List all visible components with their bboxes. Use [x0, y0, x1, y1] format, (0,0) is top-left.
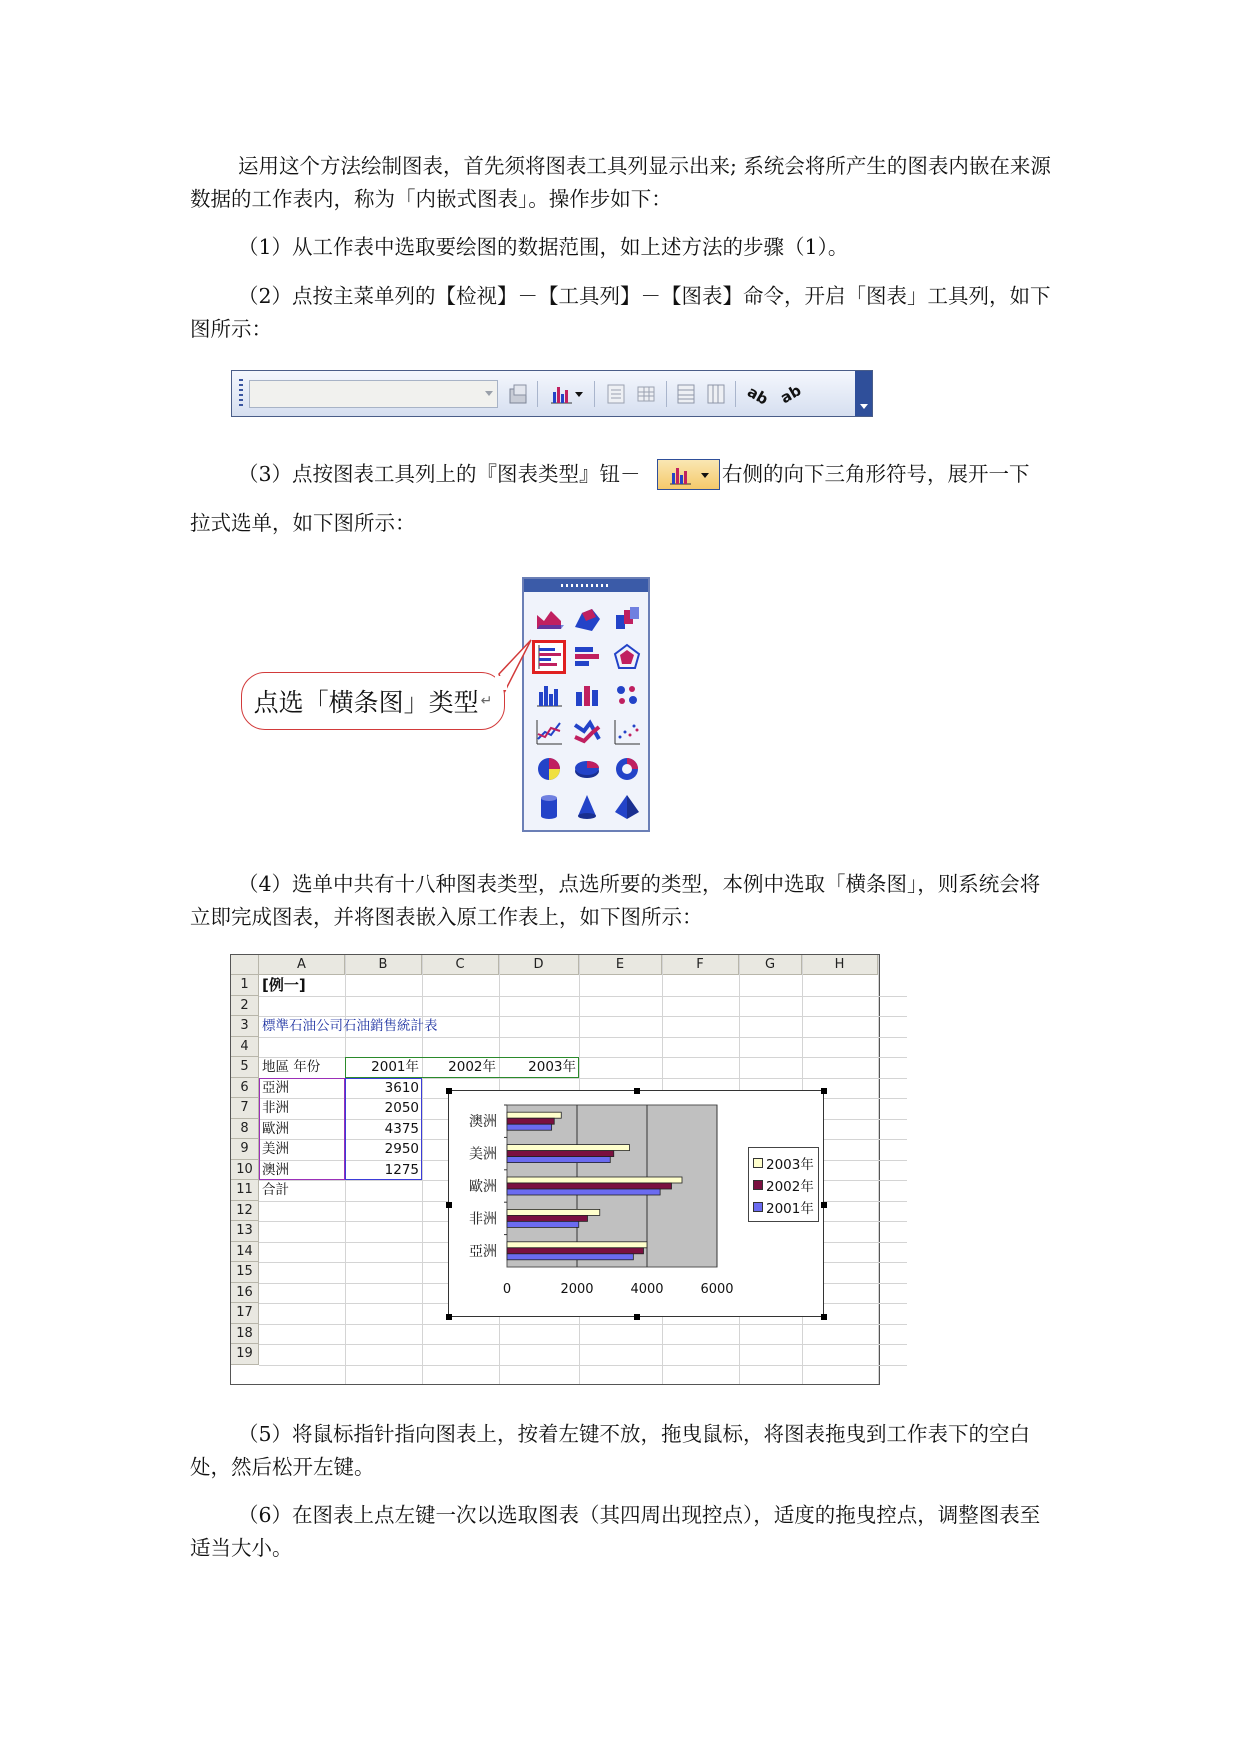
- chart-type-icon: [667, 464, 693, 486]
- cell-value-b7[interactable]: 2050: [384, 1100, 419, 1116]
- cell-region-2[interactable]: 非洲: [262, 1100, 289, 1116]
- x-tick-label: 6000: [700, 1282, 734, 1297]
- bar-2002年-美洲: [507, 1151, 614, 1157]
- resize-handle[interactable]: [446, 1314, 452, 1320]
- column-header-E[interactable]: E: [579, 955, 662, 975]
- bar-2003年-非洲: [507, 1209, 600, 1215]
- chart-objects-combo[interactable]: [249, 380, 498, 408]
- step-5-paragraph: （5）将鼠标指针指向图表上，按着左键不放，拖曳鼠标，将图表拖曳到工作表下的空白处，然后松开左键。: [190, 1422, 1031, 1479]
- bar-2002年-亞洲: [507, 1248, 644, 1254]
- bar-2003年-亞洲: [507, 1242, 647, 1248]
- row-header-15[interactable]: 15: [231, 1262, 259, 1283]
- by-row-icon[interactable]: [674, 381, 698, 407]
- row-header-8[interactable]: 8: [231, 1119, 259, 1140]
- chart-type-palette: [522, 577, 650, 832]
- row-header-9[interactable]: 9: [231, 1139, 259, 1160]
- chart-type-icon: [548, 383, 574, 405]
- select-all-corner[interactable]: [231, 955, 259, 975]
- 3d-column-stack-icon[interactable]: [610, 603, 644, 637]
- step-2-paragraph: （2）点按主菜单列的【检视】－【工具列】－【图表】命令，开启「图表」工具列，如下图所示：: [190, 284, 1051, 341]
- cell-year-2003年[interactable]: 2003年: [528, 1059, 576, 1075]
- bar-2002年-歐洲: [507, 1183, 672, 1189]
- step-1-paragraph: （1）从工作表中选取要绘图的数据范围，如上述方法的步骤（1）。: [238, 235, 849, 259]
- row-header-11[interactable]: 11: [231, 1180, 259, 1201]
- row-header-14[interactable]: 14: [231, 1242, 259, 1263]
- row-header-18[interactable]: 18: [231, 1324, 259, 1345]
- 3d-surface-icon[interactable]: [570, 603, 604, 637]
- cylinder-icon[interactable]: [532, 790, 566, 824]
- row-header-3[interactable]: 3: [231, 1016, 259, 1037]
- step-6-paragraph: （6）在图表上点左键一次以选取图表（其四周出现控点），适度的拖曳控点，调整图表至适当大小。: [190, 1503, 1041, 1560]
- chevron-down-icon: [574, 390, 584, 398]
- y-category-label: 非洲: [469, 1211, 497, 1228]
- spreadsheet: [230, 954, 880, 1385]
- step-3-paragraph-line2: 拉式选单，如下图所示：: [190, 511, 416, 535]
- format-chart-area-icon[interactable]: [506, 381, 532, 407]
- bar-2001年-澳洲: [507, 1124, 552, 1130]
- cell-region-5[interactable]: 澳洲: [262, 1161, 289, 1178]
- toolbar-grip[interactable]: [239, 379, 243, 409]
- svg-text:ab: ab: [777, 381, 805, 408]
- legend-entry: [753, 1153, 814, 1173]
- by-column-icon[interactable]: [704, 381, 728, 407]
- cell-value-b9[interactable]: 2950: [384, 1141, 419, 1157]
- legend-label: 2003年: [766, 1157, 814, 1173]
- row-header-1[interactable]: 1: [231, 975, 259, 996]
- column-header-G[interactable]: G: [739, 955, 802, 975]
- values-range-highlight: [345, 1078, 422, 1181]
- x-tick-label: 4000: [630, 1282, 664, 1297]
- palette-title-bar[interactable]: [524, 579, 648, 592]
- pie-chart-icon[interactable]: [532, 752, 566, 786]
- resize-handle[interactable]: [634, 1314, 640, 1320]
- column-header-A[interactable]: A: [259, 955, 345, 975]
- legend-swatch: [753, 1158, 763, 1168]
- chart-legend[interactable]: [748, 1147, 819, 1222]
- cell-year-2002年[interactable]: 2002年: [448, 1059, 496, 1075]
- toolbar-options-button[interactable]: [855, 371, 872, 416]
- resize-handle[interactable]: [821, 1202, 827, 1208]
- row-header-2[interactable]: 2: [231, 996, 259, 1017]
- column-header-H[interactable]: H: [802, 955, 878, 975]
- y-category-label: 美洲: [469, 1146, 497, 1163]
- column-header-F[interactable]: F: [662, 955, 739, 975]
- bar-2002年-澳洲: [507, 1118, 554, 1124]
- embedded-bar-chart[interactable]: [448, 1090, 824, 1317]
- resize-handle[interactable]: [446, 1088, 452, 1094]
- cell-region-1[interactable]: 亞洲: [262, 1079, 289, 1096]
- column-chart-icon[interactable]: [532, 678, 566, 712]
- intro-paragraph: 运用这个方法绘制图表，首先须将图表工具列显示出来; 系统会将所产生的图表内嵌在来源数据的工作表内，称为「内嵌式图表」。操作步如下：: [190, 154, 1051, 211]
- column-header-D[interactable]: D: [499, 955, 579, 975]
- chart-type-inline-button: [657, 459, 720, 490]
- resize-handle[interactable]: [821, 1314, 827, 1320]
- chart-type-button[interactable]: [544, 381, 588, 407]
- doughnut-icon[interactable]: [610, 752, 644, 786]
- legend-label: 2002年: [766, 1179, 814, 1195]
- row-header-10[interactable]: 10: [231, 1160, 259, 1181]
- legend-swatch: [753, 1180, 763, 1190]
- angle-text-upward-icon[interactable]: [776, 381, 805, 408]
- source-range-highlight: [345, 1057, 579, 1078]
- resize-handle[interactable]: [634, 1088, 640, 1094]
- radar-icon[interactable]: [610, 640, 644, 674]
- bar-2003年-澳洲: [507, 1112, 561, 1118]
- legend-entry: [753, 1197, 814, 1217]
- step-4-paragraph: （4）选单中共有十八种图表类型，点选所要的类型，本例中选取「横条图」，则系统会将立即完成图表，并将图表嵌入原工作表上，如下图所示：: [190, 872, 1041, 929]
- bar-2003年-歐洲: [507, 1177, 682, 1183]
- row-header-5[interactable]: 5: [231, 1057, 259, 1078]
- bar-chart-icon[interactable]: [532, 640, 566, 674]
- bar-2001年-亞洲: [507, 1254, 633, 1260]
- bar-2003年-美洲: [507, 1145, 630, 1151]
- column-header-B[interactable]: B: [345, 955, 422, 975]
- cell-region-3[interactable]: 歐洲: [262, 1120, 289, 1137]
- 3d-bar-icon[interactable]: [570, 640, 604, 674]
- bubble-icon[interactable]: [610, 678, 644, 712]
- data-table-icon[interactable]: [634, 381, 658, 407]
- chart-toolbar: [231, 370, 873, 417]
- cell-region-4[interactable]: 美洲: [262, 1141, 289, 1157]
- bar-2001年-美洲: [507, 1157, 610, 1163]
- svg-text:ab: ab: [744, 382, 772, 409]
- angle-text-downward-icon[interactable]: [744, 381, 770, 407]
- row-header-12[interactable]: 12: [231, 1201, 259, 1222]
- return-mark: ↵: [480, 693, 493, 709]
- legend-icon[interactable]: [604, 381, 628, 407]
- labels-range-highlight: [259, 1078, 345, 1181]
- callout-text: 点选「横条图」类型: [253, 688, 479, 717]
- line-chart-icon[interactable]: [532, 715, 566, 749]
- row-header-4[interactable]: 4: [231, 1037, 259, 1058]
- cell-value-b6[interactable]: 3610: [384, 1079, 419, 1096]
- cell-value-b8[interactable]: 4375: [384, 1120, 419, 1137]
- column-header-C[interactable]: C: [422, 955, 499, 975]
- callout-pointer: [495, 636, 535, 696]
- y-category-label: 歐洲: [469, 1179, 497, 1195]
- legend-swatch: [753, 1202, 763, 1212]
- row-header-6[interactable]: 6: [231, 1078, 259, 1099]
- cell-a11-total[interactable]: 合計: [262, 1182, 289, 1198]
- cone-icon[interactable]: [570, 790, 604, 824]
- scatter-icon[interactable]: [610, 715, 644, 749]
- row-header-19[interactable]: 19: [231, 1344, 259, 1365]
- row-header-16[interactable]: 16: [231, 1283, 259, 1304]
- 3d-pie-icon[interactable]: [570, 752, 604, 786]
- pyramid-icon[interactable]: [610, 790, 644, 824]
- resize-handle[interactable]: [446, 1202, 452, 1208]
- x-tick-label: 2000: [560, 1282, 594, 1297]
- resize-handle[interactable]: [821, 1088, 827, 1094]
- chevron-down-icon[interactable]: [485, 391, 493, 396]
- step-3-paragraph: （3）点按图表工具列上的『图表类型』钮－: [238, 462, 641, 486]
- bar-2001年-歐洲: [507, 1189, 660, 1195]
- 3d-area-icon[interactable]: [532, 603, 566, 637]
- cell-value-b10[interactable]: 1275: [384, 1161, 419, 1178]
- row-header-7[interactable]: 7: [231, 1098, 259, 1119]
- callout-bubble: [241, 672, 505, 730]
- y-category-label: 澳洲: [469, 1114, 497, 1131]
- legend-label: 2001年: [766, 1201, 814, 1217]
- step-3-paragraph-cont: 右侧的向下三角形符号，展开一下: [722, 462, 1030, 486]
- bar-2002年-非洲: [507, 1215, 588, 1221]
- legend-entry: [753, 1175, 814, 1195]
- row-header-17[interactable]: 17: [231, 1303, 259, 1324]
- 3d-line-icon[interactable]: [570, 715, 604, 749]
- chevron-down-icon: [700, 471, 710, 479]
- y-category-label: 亞洲: [469, 1243, 497, 1260]
- row-header-13[interactable]: 13: [231, 1221, 259, 1242]
- cell-a1[interactable]: [例一]: [262, 976, 306, 994]
- cell-a3-title[interactable]: 標準石油公司石油銷售統計表: [262, 1018, 438, 1034]
- cell-a5-header[interactable]: 地區 年份: [262, 1059, 321, 1075]
- bar-2001年-非洲: [507, 1221, 579, 1227]
- x-tick-label: 0: [502, 1282, 512, 1297]
- cell-year-2001年[interactable]: 2001年: [371, 1059, 419, 1075]
- 3d-column-icon[interactable]: [570, 678, 604, 712]
